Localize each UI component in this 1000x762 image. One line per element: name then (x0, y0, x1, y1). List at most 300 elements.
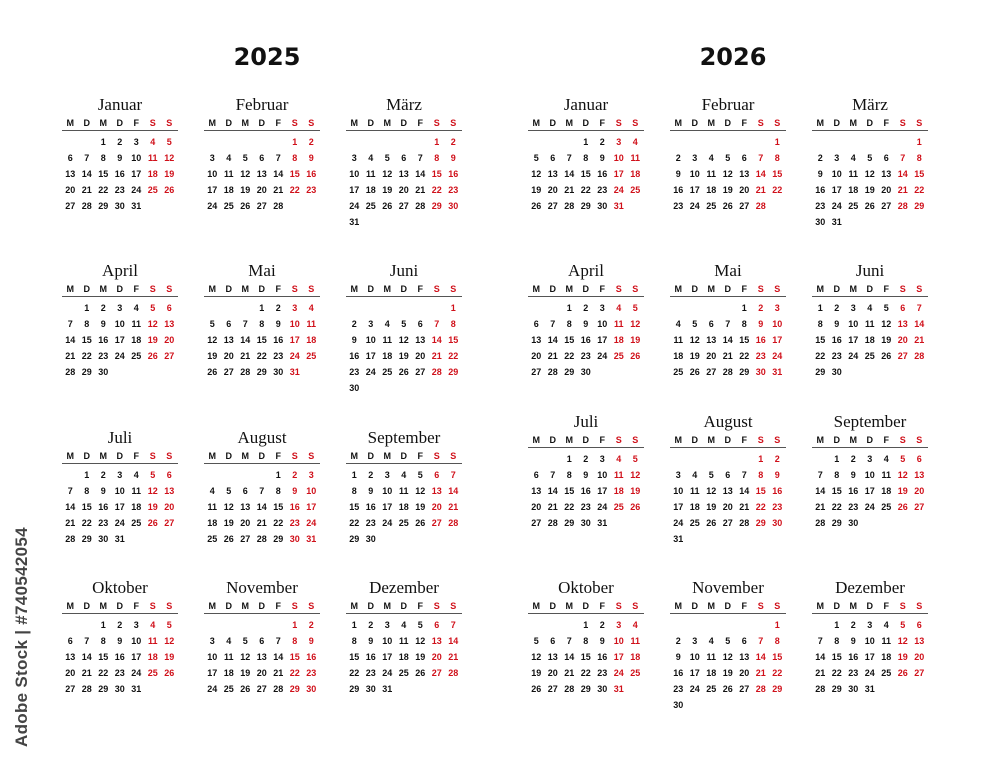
empty-cell (687, 300, 704, 316)
empty-cell (545, 617, 562, 633)
day-cell: 15 (580, 169, 591, 179)
empty-cell (412, 300, 429, 316)
divider (346, 130, 462, 131)
day-cell: 1 (292, 137, 298, 147)
day-cell: 26 (147, 351, 158, 361)
empty-cell (812, 617, 829, 633)
day-cell: 17 (382, 652, 393, 662)
day-cell: 2 (583, 303, 589, 313)
day-cell: 8 (351, 636, 357, 646)
day-cell: 3 (117, 303, 123, 313)
day-cell: 5 (725, 636, 731, 646)
weekday-label: M (849, 284, 857, 294)
weekday-label: S (433, 601, 440, 611)
weekday-label: S (632, 118, 639, 128)
day-cell: 2 (117, 137, 123, 147)
day-cell: 10 (349, 169, 360, 179)
day-cell: 30 (98, 367, 109, 377)
day-cell: 23 (831, 351, 842, 361)
day-cell: 8 (292, 636, 298, 646)
day-cell: 12 (415, 486, 426, 496)
day-cell: 17 (289, 335, 300, 345)
day-cell: 25 (848, 201, 859, 211)
weekday-label: F (417, 284, 423, 294)
day-cell: 6 (166, 303, 172, 313)
day-cell: 6 (67, 153, 73, 163)
day-cell: 17 (131, 169, 142, 179)
weekday-label: F (599, 601, 605, 611)
weekday-label: M (208, 451, 216, 461)
empty-cell (561, 617, 578, 633)
weekday-label: D (582, 284, 589, 294)
day-cell: 31 (613, 201, 624, 211)
month-name: Januar (563, 95, 609, 114)
empty-cell (895, 134, 912, 150)
empty-cell (254, 467, 271, 483)
divider (346, 296, 462, 297)
day-cell: 13 (398, 169, 409, 179)
month-juli-2025 (62, 427, 178, 547)
day-cell: 5 (900, 454, 906, 464)
day-cell: 21 (815, 668, 826, 678)
day-cell: 28 (815, 518, 826, 528)
day-cell: 25 (706, 684, 717, 694)
day-cell: 15 (349, 502, 360, 512)
empty-cell (703, 617, 720, 633)
empty-cell (237, 617, 254, 633)
day-cell: 5 (242, 636, 248, 646)
day-cell: 26 (897, 668, 908, 678)
month-februar-2025 (204, 94, 320, 214)
weekday-label: M (532, 118, 540, 128)
weekday-label: S (757, 601, 764, 611)
day-cell: 20 (431, 652, 442, 662)
day-cell: 29 (98, 201, 109, 211)
day-cell: 17 (597, 486, 608, 496)
day-cell: 10 (306, 486, 317, 496)
day-cell: 12 (689, 335, 700, 345)
day-cell: 14 (273, 169, 284, 179)
weekday-label: F (741, 601, 747, 611)
day-cell: 5 (632, 454, 638, 464)
day-cell: 7 (417, 153, 423, 163)
day-cell: 19 (240, 185, 251, 195)
day-cell: 29 (831, 518, 842, 528)
weekday-header (670, 118, 786, 129)
day-cell: 31 (306, 534, 317, 544)
weekday-label: S (615, 118, 622, 128)
day-cell: 22 (81, 518, 92, 528)
day-cell: 21 (722, 351, 733, 361)
day-cell: 20 (240, 518, 251, 528)
day-cell: 24 (689, 201, 700, 211)
day-cell: 26 (164, 668, 175, 678)
day-cell: 20 (164, 335, 175, 345)
month-august-2025 (204, 427, 320, 547)
day-cell: 26 (531, 201, 542, 211)
day-cell: 18 (398, 652, 409, 662)
day-cell: 13 (722, 486, 733, 496)
empty-cell (528, 300, 545, 316)
empty-cell (545, 134, 562, 150)
day-cell: 23 (755, 351, 766, 361)
month-januar-2026 (528, 94, 644, 214)
month-oktober-2026 (528, 577, 644, 697)
day-cell: 22 (289, 668, 300, 678)
day-cell: 11 (881, 470, 891, 480)
day-cell: 11 (689, 486, 700, 496)
month-juni-2026 (812, 260, 928, 380)
day-cell: 6 (883, 153, 889, 163)
day-cell: 1 (450, 303, 456, 313)
day-cell: 10 (613, 636, 624, 646)
day-cell: 30 (755, 367, 766, 377)
day-cell: 4 (150, 620, 156, 630)
day-cell: 13 (431, 636, 442, 646)
weekday-label: S (166, 601, 173, 611)
day-cell: 17 (349, 185, 360, 195)
weekday-label: F (741, 284, 747, 294)
day-cell: 27 (223, 367, 234, 377)
day-cell: 29 (564, 518, 575, 528)
day-cell: 6 (242, 486, 248, 496)
day-cell: 24 (772, 351, 783, 361)
day-cell: 20 (739, 668, 750, 678)
day-cell: 13 (223, 335, 234, 345)
day-cell: 14 (914, 319, 925, 329)
day-cell: 24 (349, 201, 360, 211)
weekday-label: S (149, 601, 156, 611)
day-cell: 12 (207, 335, 218, 345)
day-cell: 5 (725, 153, 731, 163)
day-cell: 29 (831, 684, 842, 694)
day-cell: 28 (755, 684, 766, 694)
day-cell: 22 (580, 185, 591, 195)
day-cell: 5 (867, 153, 873, 163)
day-cell: 18 (864, 335, 875, 345)
day-cell: 14 (739, 486, 750, 496)
day-cell: 30 (365, 684, 376, 694)
day-cell: 12 (415, 636, 426, 646)
day-cell: 26 (415, 518, 426, 528)
day-cell: 9 (308, 636, 314, 646)
day-cell: 8 (758, 470, 764, 480)
day-cell: 17 (114, 502, 125, 512)
day-cell: 28 (739, 518, 750, 528)
day-cell: 2 (817, 153, 823, 163)
day-cell: 14 (897, 169, 908, 179)
day-cell: 28 (81, 201, 92, 211)
day-cell: 28 (65, 534, 76, 544)
day-cell: 30 (815, 217, 826, 227)
day-cell: 1 (566, 303, 572, 313)
weekday-label: M (674, 118, 682, 128)
weekday-label: F (275, 118, 281, 128)
day-cell: 9 (850, 470, 856, 480)
weekday-label: M (849, 118, 857, 128)
day-cell: 4 (692, 470, 698, 480)
day-cell: 21 (256, 518, 267, 528)
weekday-label: D (367, 284, 374, 294)
day-cell: 8 (275, 486, 281, 496)
day-cell: 7 (758, 636, 764, 646)
day-cell: 11 (365, 169, 376, 179)
day-cell: 8 (817, 319, 823, 329)
day-cell: 2 (583, 454, 589, 464)
day-cell: 19 (531, 668, 542, 678)
day-cell: 16 (365, 652, 376, 662)
day-cell: 11 (398, 486, 409, 496)
month-name: Mai (714, 261, 742, 280)
day-cell: 2 (292, 470, 298, 480)
divider (812, 447, 928, 448)
day-cell: 4 (850, 153, 856, 163)
day-cell: 27 (914, 668, 925, 678)
day-cell: 26 (223, 534, 234, 544)
day-cell: 29 (273, 534, 284, 544)
day-cell: 6 (916, 454, 922, 464)
day-cell: 17 (848, 335, 859, 345)
day-grid (670, 451, 786, 547)
weekday-label: S (433, 284, 440, 294)
day-cell: 26 (689, 367, 700, 377)
day-cell: 11 (223, 652, 234, 662)
day-cell: 24 (689, 684, 700, 694)
day-cell: 14 (273, 652, 284, 662)
day-cell: 16 (114, 652, 125, 662)
day-cell: 2 (275, 303, 281, 313)
year-title: 2026 (699, 43, 767, 71)
day-grid (62, 617, 178, 697)
weekday-label: S (166, 284, 173, 294)
day-cell: 14 (65, 335, 76, 345)
day-cell: 22 (431, 185, 442, 195)
day-cell: 7 (900, 153, 906, 163)
day-cell: 20 (897, 335, 908, 345)
day-cell: 1 (259, 303, 265, 313)
day-cell: 21 (739, 502, 750, 512)
empty-cell (204, 617, 221, 633)
weekday-header (812, 601, 928, 612)
day-cell: 11 (630, 636, 640, 646)
day-cell: 30 (98, 534, 109, 544)
day-cell: 9 (850, 636, 856, 646)
day-cell: 10 (289, 319, 300, 329)
day-cell: 24 (114, 518, 125, 528)
day-cell: 28 (448, 668, 459, 678)
empty-cell (270, 134, 287, 150)
empty-cell (812, 134, 829, 150)
weekday-label: S (450, 451, 457, 461)
empty-cell (254, 134, 271, 150)
day-cell: 16 (349, 351, 360, 361)
weekday-header (812, 435, 928, 446)
day-cell: 23 (673, 684, 684, 694)
day-cell: 5 (417, 620, 423, 630)
day-cell: 3 (384, 620, 390, 630)
day-cell: 5 (533, 636, 539, 646)
divider (204, 613, 320, 614)
day-cell: 23 (273, 351, 284, 361)
day-cell: 21 (564, 185, 575, 195)
day-cell: 28 (273, 684, 284, 694)
day-cell: 8 (566, 470, 572, 480)
day-cell: 23 (448, 185, 459, 195)
day-cell: 2 (100, 303, 106, 313)
weekday-label: D (549, 118, 556, 128)
month-name: Oktober (558, 578, 614, 597)
day-cell: 30 (848, 684, 859, 694)
day-cell: 13 (914, 470, 925, 480)
empty-cell (670, 451, 687, 467)
weekday-header (528, 118, 644, 129)
weekday-label: M (532, 284, 540, 294)
day-cell: 9 (368, 636, 374, 646)
day-cell: 20 (547, 668, 558, 678)
day-cell: 7 (566, 636, 572, 646)
day-cell: 25 (147, 668, 158, 678)
day-cell: 1 (351, 620, 357, 630)
day-cell: 6 (725, 470, 731, 480)
day-cell: 18 (382, 351, 393, 361)
day-cell: 8 (741, 319, 747, 329)
weekday-label: M (707, 601, 715, 611)
day-cell: 16 (815, 185, 826, 195)
day-cell: 12 (240, 169, 251, 179)
day-grid (346, 617, 462, 697)
weekday-header (62, 284, 178, 295)
day-cell: 29 (448, 367, 459, 377)
day-cell: 16 (580, 335, 591, 345)
weekday-label: M (816, 435, 824, 445)
day-grid (346, 134, 462, 230)
day-cell: 5 (401, 319, 407, 329)
day-cell: 21 (815, 502, 826, 512)
day-cell: 10 (864, 636, 875, 646)
day-cell: 10 (382, 636, 393, 646)
day-cell: 16 (673, 668, 684, 678)
day-cell: 6 (550, 153, 556, 163)
day-cell: 10 (114, 486, 125, 496)
day-cell: 23 (349, 367, 360, 377)
empty-cell (812, 451, 829, 467)
weekday-header (528, 601, 644, 612)
day-grid (528, 134, 644, 214)
day-cell: 4 (632, 620, 638, 630)
day-cell: 8 (259, 319, 265, 329)
empty-cell (528, 617, 545, 633)
day-cell: 25 (613, 351, 624, 361)
day-cell: 24 (613, 185, 624, 195)
day-cell: 22 (564, 351, 575, 361)
day-cell: 22 (580, 668, 591, 678)
weekday-label: S (774, 118, 781, 128)
weekday-label: S (899, 284, 906, 294)
day-cell: 9 (117, 636, 123, 646)
divider (62, 613, 178, 614)
weekday-label: M (674, 435, 682, 445)
day-cell: 1 (84, 470, 90, 480)
day-cell: 25 (131, 351, 142, 361)
day-cell: 20 (914, 652, 925, 662)
day-cell: 3 (692, 636, 698, 646)
day-cell: 25 (382, 367, 393, 377)
day-cell: 28 (564, 684, 575, 694)
weekday-label: M (350, 601, 358, 611)
weekday-label: F (275, 451, 281, 461)
day-cell: 9 (308, 153, 314, 163)
day-cell: 7 (450, 470, 456, 480)
month-januar-2025 (62, 94, 178, 214)
day-cell: 29 (349, 684, 360, 694)
day-cell: 6 (434, 470, 440, 480)
day-cell: 29 (755, 518, 766, 528)
weekday-label: D (724, 435, 731, 445)
weekday-label: S (757, 435, 764, 445)
divider (528, 613, 644, 614)
weekday-label: F (417, 451, 423, 461)
weekday-label: S (308, 284, 315, 294)
day-cell: 4 (133, 470, 139, 480)
day-cell: 13 (164, 486, 175, 496)
empty-cell (545, 300, 562, 316)
divider (670, 130, 786, 131)
weekday-label: D (83, 118, 90, 128)
day-cell: 30 (114, 201, 125, 211)
day-cell: 25 (398, 518, 409, 528)
day-cell: 26 (398, 367, 409, 377)
day-cell: 1 (434, 137, 440, 147)
day-cell: 10 (831, 169, 842, 179)
month-april-2025 (62, 260, 178, 380)
empty-cell (670, 134, 687, 150)
day-cell: 26 (207, 367, 218, 377)
day-cell: 10 (382, 486, 393, 496)
day-cell: 28 (815, 684, 826, 694)
day-cell: 24 (207, 684, 218, 694)
day-cell: 10 (365, 335, 376, 345)
day-cell: 30 (597, 684, 608, 694)
day-cell: 2 (599, 137, 605, 147)
day-cell: 22 (273, 518, 284, 528)
day-cell: 6 (550, 636, 556, 646)
divider (204, 296, 320, 297)
day-cell: 30 (306, 684, 317, 694)
day-cell: 15 (831, 652, 842, 662)
day-cell: 4 (867, 303, 873, 313)
day-cell: 25 (306, 351, 317, 361)
day-cell: 25 (630, 185, 641, 195)
month-november-2025 (204, 577, 320, 697)
weekday-label: D (866, 435, 873, 445)
day-cell: 10 (207, 169, 218, 179)
day-cell: 19 (398, 351, 409, 361)
day-cell: 27 (722, 518, 733, 528)
day-cell: 24 (365, 367, 376, 377)
day-grid (670, 134, 786, 214)
day-cell: 31 (673, 534, 684, 544)
weekday-header (670, 435, 786, 446)
month-juli-2026 (528, 411, 644, 531)
day-cell: 28 (240, 367, 251, 377)
day-cell: 2 (308, 137, 314, 147)
day-cell: 4 (150, 137, 156, 147)
day-cell: 18 (223, 668, 234, 678)
day-cell: 26 (164, 185, 175, 195)
day-cell: 27 (415, 367, 426, 377)
empty-cell (204, 134, 221, 150)
empty-cell (528, 451, 545, 467)
